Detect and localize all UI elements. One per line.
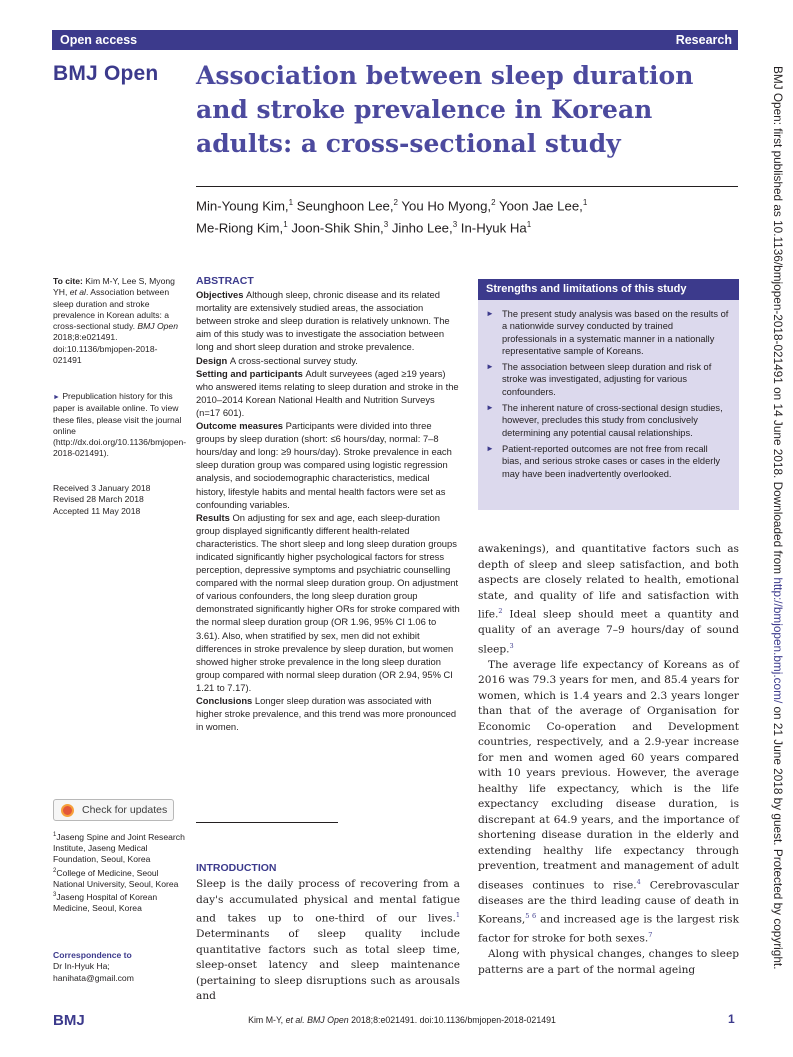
abstract-heading: ABSTRACT <box>196 275 254 287</box>
affiliation-item <box>53 866 185 890</box>
footer-bmj-logo: BMJ <box>53 1012 85 1029</box>
prepublication-note <box>53 391 185 460</box>
reference-link[interactable]: 4 <box>636 877 641 886</box>
crossmark-icon <box>61 804 74 817</box>
author-affiliation: 1 <box>283 220 288 230</box>
author-affiliation: 3 <box>383 220 389 230</box>
received-date: Received 3 January 2018 <box>53 483 151 493</box>
list-item-text: The association between sleep duration and risk of stroke was investigated, adjusting for various confounders. <box>502 362 712 397</box>
author-list <box>196 193 736 238</box>
author-affiliation: 2 <box>491 198 496 207</box>
cite-text: Kim M-Y, Lee S, Myong YH, <box>53 276 175 298</box>
cite-text: 2018;8:e021491. doi:10.1136/bmjopen-2018-021491 <box>53 332 158 366</box>
page-number: 1 <box>728 1012 735 1026</box>
introduction-heading: INTRODUCTION <box>196 862 277 874</box>
abstract-section-text: Adult surveyees (aged ≥19 years) who answered items relating to sleep duration and stroke in the 2010–2014 Korean National Health and Nutrition Surveys (n=17 601). <box>196 367 459 418</box>
check-for-updates-button[interactable] <box>53 799 174 821</box>
body-text: The average life expectancy of Koreans as of 2016 was 79.3 years for men, and 85.4 years for women, which is 1.4 years and 2.3 years longer than that of the average of Organisation for Economic Co-operation and Development countries, respectively, and a 2.9-year increase for men and women aged 60 years compared with 10 years previous. However, the average healthy life expectancy, which is the life expectancy excluding disease duration, is discrepant at 64.9 years, and the importance of shortening disease duration in the elderly and extending healthy life expectancy through prevention, treatment and management of adult diseases continues to rise. <box>478 658 739 892</box>
author: Seunghoon Lee, <box>293 198 394 214</box>
footer-citation <box>222 1015 582 1025</box>
accepted-date: Accepted 11 May 2018 <box>53 505 141 516</box>
affiliation-text: Jaseng Hospital of Korean Medicine, Seoul, Korea <box>53 892 158 914</box>
author: Jinho Lee, <box>388 220 453 236</box>
abstract-section-label: Results <box>196 511 230 523</box>
list-item <box>486 361 729 398</box>
abstract-section <box>196 694 460 733</box>
cite-label: To cite: <box>53 276 83 286</box>
notice-text: on 21 June 2018 by guest. Protected by copyright. <box>771 703 785 970</box>
abstract-section <box>196 419 460 511</box>
prepublication-text[interactable]: Prepublication history for this paper is available online. To view these files, please visit the journal online (http://dx.doi.org/10.1136/bmjopen-2018-021491). <box>53 391 187 459</box>
abstract-section-label: Conclusions <box>196 695 253 706</box>
author: Min-Young Kim, <box>196 198 289 214</box>
reference-link[interactable]: 2 <box>498 607 503 615</box>
body-text: Cerebrovascular diseases are the third leading cause of death in Koreans, <box>478 879 739 926</box>
affiliation-text: College of Medicine, Seoul National University, Seoul, Korea <box>53 867 179 889</box>
body-text: awakenings), and quantitative factors such as depth of sleep and sleep satisfaction, and both aspects are closely related to health, emotional state, and quality of life and satisfaction with life. <box>478 543 739 621</box>
affiliation-item <box>53 890 185 914</box>
notice-text: BMJ Open: first published as 10.1136/bmjopen-2018-021491 on 14 June 2018. Downloaded from <box>771 66 785 578</box>
abstract-divider <box>196 822 338 823</box>
cite-journal: BMJ Open <box>137 321 178 332</box>
correspondence-heading: Correspondence to <box>53 950 132 960</box>
footer-text: 2018;8:e021491. doi:10.1136/bmjopen-2018-021491 <box>348 1015 556 1025</box>
list-item <box>486 402 729 439</box>
affiliations <box>53 830 185 915</box>
abstract-section-text: A cross-sectional survey study. <box>229 354 358 366</box>
affiliation-number: 1 <box>53 832 57 838</box>
abstract-section-text: Although sleep, chronic disease and its related mortality are extensively studied areas, the association between stroke and sleep duration is relatively unknown. The aim of this study was to investigate the association between long and short sleep duration and stroke prevalence. <box>196 289 450 353</box>
footer-text: et al. BMJ Open <box>285 1015 349 1025</box>
triangle-bullet-icon: ► <box>486 309 494 318</box>
abstract-section-text: Longer sleep duration was associated with higher stroke prevalence, and this trend was more pronounced in women. <box>196 695 457 733</box>
abstract-section-label: Setting and participants <box>196 367 303 379</box>
list-item <box>486 443 729 480</box>
correspondence-email[interactable]: hanihata@gmail.com <box>53 972 134 983</box>
body-text: Ideal sleep should meet a quantity and quality of an average 7–9 hours/day of sound sleep. <box>478 608 739 656</box>
check-for-updates-label: Check for updates <box>82 804 168 816</box>
abstract-section-text: On adjusting for sex and age, each sleep-duration group displayed significantly different health-related characteristics. The short sleep and long sleep duration groups indicated significantly higher psychological factors for stress perception, depressive symptoms and psychiatric counselling compared with the normal sleep duration group. On adjustment of various confounders, the long sleep duration group demonstrated significantly higher ORs for stroke compared with the normal sleep duration group (OR 1.96, 95% CI 1.06 to 3.61). Also, when stratified by sex, men did not exhibit differences in stroke prevalence by sleep duration, but women showed higher stroke prevalence in the long sleep duration group compared with normal sleep duration (OR 2.94, 95% CI 1.21 to 7.17). <box>196 511 460 693</box>
abstract-section <box>196 367 460 419</box>
triangle-bullet-icon: ► <box>486 443 494 453</box>
body-text: Sleep is the daily process of recovering from a day's accumulated physical and mental fatigue and takes up to one-third of our lives. <box>196 878 460 925</box>
author: You Ho Myong, <box>397 198 492 214</box>
download-notice-text <box>771 66 785 969</box>
author-affiliation: 2 <box>393 198 398 207</box>
author: Joon-Shik Shin, <box>287 220 384 236</box>
footer-text: Kim M-Y, <box>248 1015 286 1025</box>
abstract-section-label: Design <box>196 354 228 366</box>
body-text: and increased age is the largest risk factor for stroke for both sexes. <box>478 913 739 945</box>
paragraph <box>478 542 739 658</box>
strengths-list <box>478 300 739 480</box>
revised-date: Revised 28 March 2018 <box>53 494 144 505</box>
triangle-bullet-icon: ► <box>486 362 494 372</box>
affiliation-number: 2 <box>53 867 57 874</box>
author-affiliation: 1 <box>288 198 294 207</box>
cite-text: . Association between sleep duration and stroke prevalence in Korean adults: a cross-sectional study. <box>53 287 170 332</box>
affiliation-item <box>53 830 185 866</box>
body-text: Determinants of sleep quality include quantitative factors such as total sleep time, sleep-onset latency and sleep maintenance (pertaining to sleep disruptions such as arousals and <box>196 928 460 1003</box>
reference-link[interactable]: 1 <box>455 911 460 919</box>
abstract-section <box>196 511 460 694</box>
body-text: Along with physical changes, changes to sleep patterns are a part of the normal ageing <box>478 948 739 976</box>
reference-link[interactable]: 7 <box>648 931 653 940</box>
correspondence <box>53 950 185 984</box>
author: Yoon Jae Lee, <box>495 198 583 214</box>
affiliation-text: Jaseng Spine and Joint Research Institute, Jaseng Medical Foundation, Seoul, Korea <box>53 831 185 865</box>
citation-block <box>53 276 185 366</box>
abstract-section-label: Objectives <box>196 289 244 301</box>
triangle-bullet-icon: ► <box>53 394 60 401</box>
paragraph <box>478 658 739 948</box>
article-dates <box>53 483 185 517</box>
right-column-text <box>478 542 739 978</box>
abstract-section-text: Participants were divided into three groups by sleep duration (short: ≤6 hours/day, normal: 7–8 hours/day and long: ≥9 hours/day). Stroke prevalence in each sleep duration group was compared using logistic regression analysis, and sociodemographic characteristics, medical history, lifestyle habits and mental health factors were set as confounding variables. <box>196 420 452 510</box>
list-item-text: The present study analysis was based on the results of a nationwide survey conducted by trained professionals in a systematic manner in a nationally representative sample of Koreans. <box>502 309 729 356</box>
author: Me-Riong Kim, <box>196 220 284 236</box>
abstract-section <box>196 354 460 367</box>
abstract <box>196 275 460 733</box>
abstract-section-label: Outcome measures <box>196 420 284 432</box>
reference-link[interactable]: 3 <box>509 641 514 650</box>
author: In-Hyuk Ha <box>457 220 527 236</box>
title-divider <box>196 186 738 187</box>
journal-logo: BMJ Open <box>53 62 159 85</box>
open-access-label: Open access <box>60 33 138 47</box>
strengths-limitations-box <box>478 279 739 510</box>
author-affiliation: 1 <box>526 220 532 230</box>
cite-etal: et al <box>69 287 86 298</box>
list-item-text: The inherent nature of cross-sectional design studies, however, precludes this study from conclusively determining any potential causal relationships. <box>502 403 723 438</box>
header-bar <box>52 30 738 50</box>
paragraph <box>478 947 739 978</box>
abstract-section <box>196 288 460 353</box>
triangle-bullet-icon: ► <box>486 403 494 413</box>
author-affiliation: 1 <box>582 198 588 207</box>
list-item-text: Patient-reported outcomes are not free from recall bias, and serious stroke cases or cases in the elderly may have been inadvertently overlooked. <box>502 443 721 479</box>
author-affiliation: 3 <box>452 220 458 230</box>
introduction-text <box>196 877 460 1005</box>
affiliation-number: 3 <box>53 892 57 899</box>
article-type-label: Research <box>675 33 732 47</box>
reference-link[interactable]: 5 6 <box>525 912 537 921</box>
correspondence-name: Dr In-Hyuk Ha; <box>53 961 110 972</box>
journal-link[interactable]: http://bmjopen.bmj.com/ <box>771 577 785 704</box>
download-notice <box>771 66 791 996</box>
list-item <box>486 308 729 357</box>
strengths-heading: Strengths and limitations of this study <box>478 279 739 300</box>
article-title: Association between sleep duration and stroke prevalence in Korean adults: a cross-sectional study <box>196 61 694 158</box>
